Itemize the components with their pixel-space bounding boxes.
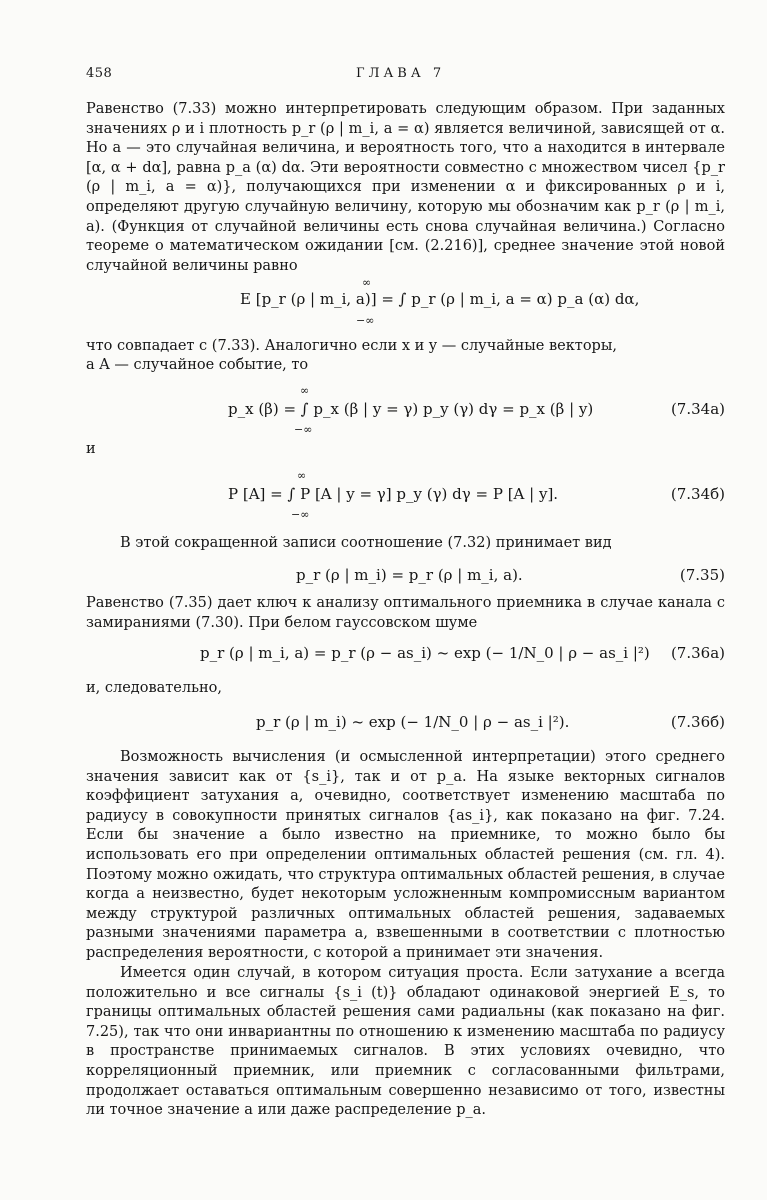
equation-7-34b-number: (7.34б) [670, 485, 725, 503]
integral-lower-limit: −∞ [291, 508, 310, 521]
paragraph-1: Равенство (7.33) можно интерпретировать следующим образом. При заданных значениях ρ и i плотность p_r (ρ | m_i, a = α) является величиной, зависящей от α. Но a — это случайная величина, и вероятность того, что a находится в интервале [α, α + dα], равна p_a (α) dα. Эти вероятности совместно с множеством чисел {p_r (ρ | m_i, a = α)}, получающихся при изменении α и фиксированных ρ и i, определяют другую случайную величину, которую мы обозначим как p_r (ρ | m_i, a). (Функция от случайной величины есть снова случайная величина.) Согласно теореме о математическом ожидании [см. (2.216)], среднее значение этой новой случайной величины равно [86, 101, 725, 274]
paragraph-5: и, следовательно, [86, 680, 222, 696]
integral-upper-limit: ∞ [362, 276, 372, 289]
integral-upper-limit: ∞ [300, 384, 310, 397]
equation-7-34a-text: p_x (β) = ∫ p_x (β | y = γ) p_y (γ) dγ = p_x (β | y) [228, 400, 594, 418]
paragraph-2-line-2: а A — случайное событие, то [86, 357, 309, 373]
integral-lower-limit: −∞ [356, 314, 375, 327]
equation-7-36b-number: (7.36б) [670, 713, 725, 731]
equation-7-36b-text: p_r (ρ | m_i) ~ exp (− 1/N_0 | ρ − as_i |²). [256, 713, 570, 731]
integral-upper-limit: ∞ [297, 469, 307, 482]
paragraph-3: В этой сокращенной записи соотношение (7.32) принимает вид [120, 535, 612, 551]
equation-7-36a-number: (7.36а) [670, 644, 725, 662]
paragraph-4: Равенство (7.35) дает ключ к анализу оптимального приемника в случае канала с замираниями (7.30). При белом гауссовском шуме [86, 595, 725, 631]
running-header: ГЛАВА 7 [356, 66, 446, 81]
paragraph-6: Возможность вычисления (и осмысленной интерпретации) этого среднего значения зависит как от {s_i}, так и от p_a. На языке векторных сигналов коэффициент затухания a, очевидно, соответствует изменению масштаба по радиусу в совокупности принятых сигналов {as_i}, как показано на фиг. 7.24. Если бы значение a было известно на приемнике, то можно было бы использовать его при определении оптимальных областей решения (см. гл. 4). Поэтому можно ожидать, что структура оптимальных областей решения, в случае когда a неизвестно, будет некоторым усложненным компромиссным вариантом между структурой различных оптимальных областей решения, задаваемых разными значениями параметра a, взвешенными в соответствии с плотностью распределения вероятности, с которой a принимает эти значения. [86, 749, 725, 961]
paragraph-2-line-1: что совпадает с (7.33). Аналогично если x и y — случайные векторы, [86, 338, 617, 354]
equation-expectation-text: E [p_r (ρ | m_i, a)] = ∫ p_r (ρ | m_i, a = α) p_a (α) dα, [240, 290, 640, 308]
equation-7-34a-number: (7.34а) [670, 400, 725, 418]
paragraph-7: Имеется один случай, в котором ситуация проста. Если затухание a всегда положительно и все сигналы {s_i (t)} обладают одинаковой энергией E_s, то границы оптимальных областей решения сами радиальны (как показано на фиг. 7.25), так что они инвариантны по отношению к изменению масштаба по радиусу в пространстве принимаемых сигналов. В этих условиях очевидно, что корреляционный приемник, или приемник с согласованными фильтрами, продолжает оставаться оптимальным совершенно независимо от того, известны ли точное значение a или даже распределение p_a. [86, 965, 725, 1119]
conjunction: и [86, 441, 96, 457]
equation-7-36a-text: p_r (ρ | m_i, a) = p_r (ρ − as_i) ~ exp (− 1/N_0 | ρ − as_i |²) [200, 644, 650, 662]
equation-7-34b-text: P [A] = ∫ P [A | y = γ] p_y (γ) dγ = P [A | y]. [228, 485, 559, 503]
page-number: 458 [86, 66, 113, 81]
equation-7-35-text: p_r (ρ | m_i) = p_r (ρ | m_i, a). [296, 566, 523, 584]
integral-lower-limit: −∞ [294, 423, 313, 436]
equation-7-35-number: (7.35) [679, 566, 725, 584]
